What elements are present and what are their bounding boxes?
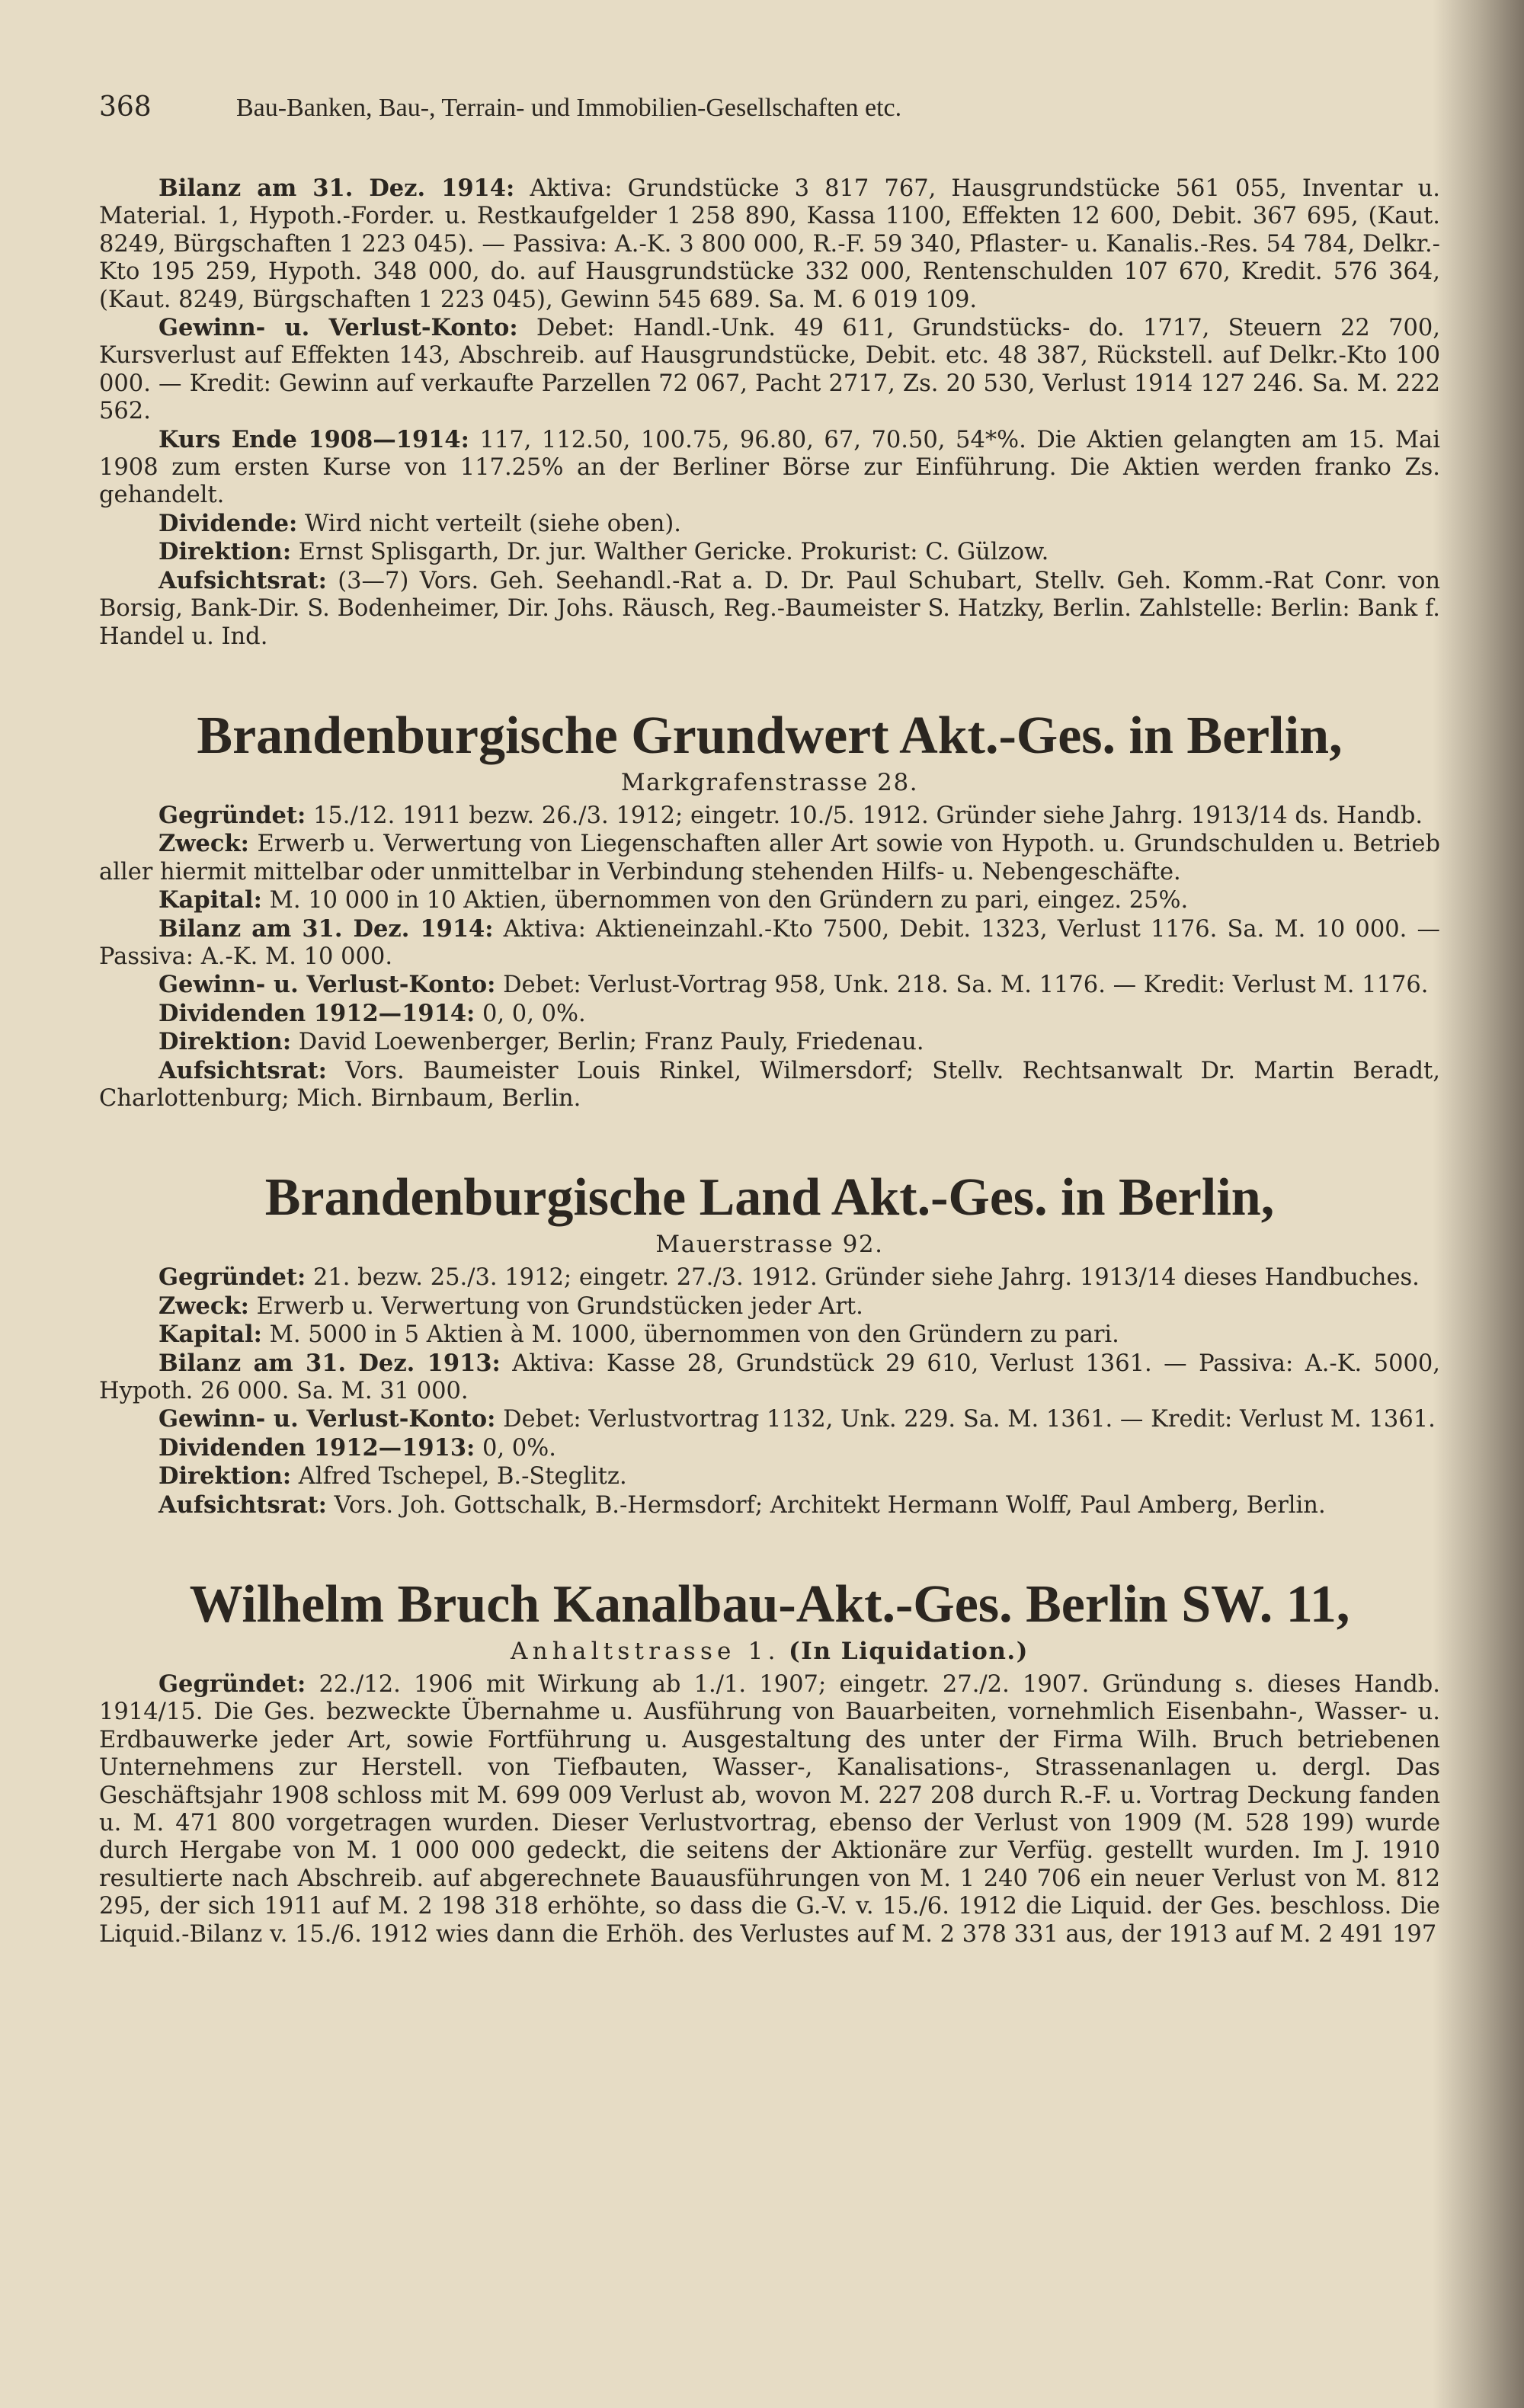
paragraph-label: Kapital: (158, 1321, 262, 1349)
paragraph-text: Debet: Handl.-Unk. 49 611, Grundstücks- do. 1717, Steuern 22 700, Kursverlust auf Effekten 143, Abschreib. auf Hausgrundstücke, Debit. etc. 48 387, Rückstell. auf Delkr.-Kto 100 000. — Kredit: Gewinn auf verkaufte Parzellen 72 067, Pacht 2717, Zs. 20 530, Verlust 1914 127 246. Sa. M. 222 562. (99, 315, 1440, 425)
paragraph-text: 21. bezw. 25./3. 1912; eingetr. 27./3. 1912. Gründer siehe Jahrg. 1913/14 dieses Handbuches. (306, 1264, 1420, 1292)
paragraph-label: Aufsichtsrat: (158, 1056, 327, 1084)
entry-paragraph (99, 1028, 1440, 1056)
paragraph-label: Direktion: (158, 538, 292, 566)
paragraph-text: Alfred Tschepel, B.-Steglitz. (291, 1463, 627, 1491)
paragraph-label: Aufsichtsrat: (158, 1491, 327, 1519)
entry-paragraph (99, 538, 1440, 566)
paragraph-text: M. 5000 in 5 Aktien à M. 1000, übernommen von den Gründern zu pari. (261, 1321, 1119, 1349)
paragraph-label: Zweck: (158, 1292, 249, 1320)
company-address-line (99, 1637, 1440, 1666)
paragraph-label: Kurs Ende 1908—1914: (158, 425, 469, 453)
paragraph-text: M. 10 000 in 10 Aktien, übernommen von den Gründern zu pari, eingez. 25%. (261, 887, 1189, 914)
entry-paragraph (99, 1491, 1440, 1519)
paragraph-label: Dividenden 1912—1914: (158, 999, 475, 1027)
paragraph-text: Debet: Verlustvortrag 1132, Unk. 229. Sa. M. 1361. — Kredit: Verlust M. 1361. (495, 1406, 1436, 1433)
entry-paragraph (99, 1321, 1440, 1349)
entry-paragraph (99, 567, 1440, 651)
paragraph-label: Gegründet: (158, 1263, 306, 1292)
running-title: Bau-Banken, Bau-, Terrain- und Immobilien-Gesellschaften etc. (236, 94, 902, 122)
paragraph-label: Direktion: (158, 1462, 292, 1491)
entry-paragraph (99, 1292, 1440, 1321)
paragraph-label: Zweck: (158, 830, 249, 858)
previous-entry (99, 175, 1440, 651)
running-header (99, 91, 1440, 123)
company-address: Mauerstrasse 92. (655, 1231, 884, 1259)
paragraph-text: Vors. Joh. Gottschalk, B.-Hermsdorf; Architekt Hermann Wolff, Paul Amberg, Berlin. (326, 1491, 1326, 1519)
paragraph-text: Ernst Splisgarth, Dr. jur. Walther Gericke. Prokurist: C. Gülzow. (291, 539, 1049, 566)
paragraph-label: Gewinn- u. Verlust-Konto: (158, 1405, 496, 1433)
entry-paragraph (99, 1670, 1440, 1948)
paragraph-text: Debet: Verlust-Vortrag 958, Unk. 218. Sa. M. 1176. — Kredit: Verlust M. 1176. (495, 972, 1429, 999)
entry-paragraph (99, 1462, 1440, 1491)
paragraph-text: David Loewenberger, Berlin; Franz Pauly, Friedenau. (291, 1029, 924, 1056)
company-name: Brandenburgische Grundwert Akt.-Ges. in Berlin, (197, 706, 1343, 765)
paragraph-label: Aufsichtsrat: (158, 566, 327, 594)
entry-paragraph (99, 1350, 1440, 1406)
paragraph-label: Bilanz am 31. Dez. 1914: (158, 175, 515, 202)
company-entry-wilhelm-bruch (99, 1573, 1440, 1948)
paragraph-text: Erwerb u. Verwertung von Grundstücken jeder Art. (248, 1292, 863, 1320)
paragraph-label: Direktion: (158, 1028, 292, 1056)
entry-paragraph (99, 175, 1440, 314)
company-name: Brandenburgische Land Akt.-Ges. in Berlin, (264, 1168, 1275, 1228)
entry-paragraph (99, 1434, 1440, 1462)
paragraph-label: Bilanz am 31. Dez. 1914: (158, 914, 494, 943)
entry-paragraph (99, 1000, 1440, 1028)
entry-paragraph (99, 971, 1440, 999)
paragraph-text: (3—7) Vors. Geh. Seehandl.-Rat a. D. Dr. Paul Schubart, Stellv. Geh. Komm.-Rat Conr. von Borsig, Bank-Dir. S. Bodenheimer, Dir. Johs. Räusch, Reg.-Baumeister S. Hatzky, Berlin. Zahlstelle: Berlin: Bank f. Handel u. Ind. (99, 567, 1440, 650)
entry-paragraph (99, 510, 1440, 538)
paragraph-text: Erwerb u. Verwertung von Liegenschaften aller Art sowie von Hypoth. u. Grundschulden u. Betrieb aller hiermit mittelbar oder unmittelbar in Verbindung stehenden Hilfs- u. Nebengeschäfte. (99, 831, 1440, 885)
entry-paragraph (99, 1057, 1440, 1113)
paragraph-text: 22./12. 1906 mit Wirkung ab 1./1. 1907; eingetr. 27./2. 1907. Gründung s. dieses Handb. 1914/15. Die Ges. bezweckte Übernahme u. Ausführung von Bauarbeiten, vornehmlich Eisenbahn-, Wasser- u. Erdbauwerke jeder Art, sowie Fortführung u. Ausgestaltung des unter der Firma Wilh. Bruch betriebenen Unternehmens zur Herstell. von Tiefbauten, Wasser-, Kanalisations-, Strassenanlagen u. dergl. Das Geschäftsjahr 1908 schloss mit M. 699 009 Verlust ab, wovon M. 227 208 durch R.-F. u. Vortrag Deckung fanden u. M. 471 800 vorgetragen wurden. Dieser Verlustvortrag, ebenso der Verlust von 1909 (M. 528 199) wurde durch Hergabe von M. 1 000 000 gedeckt, die seitens der Aktionäre zur Verfüg. gestellt wurden. Im J. 1910 resultierte nach Abschreib. auf abgerechnete Bauausführungen von M. 1 240 706 ein neuer Verlust von M. 812 295, der sich 1911 auf M. 2 198 318 erhöhte, so dass die G.-V. v. 15./6. 1912 die Liquid. der Ges. beschloss. Die Liquid.-Bilanz v. 15./6. 1912 wies dann die Erhöh. des Verlustes auf M. 2 378 331 aus, der 1913 auf M. 2 491 197 (99, 1671, 1440, 1948)
paragraph-label: Gewinn- u. Verlust-Konto: (158, 971, 496, 999)
paragraph-label: Bilanz am 31. Dez. 1913: (158, 1349, 501, 1377)
paragraph-text: Aktiva: Kasse 28, Grundstück 29 610, Verlust 1361. — Passiva: A.-K. 5000, Hypoth. 26 000. Sa. M. 31 000. (99, 1350, 1440, 1404)
paragraph-label: Dividenden 1912—1913: (158, 1433, 475, 1462)
company-entry-brandenburgische-land (99, 1166, 1440, 1519)
paragraph-text: Aktiva: Aktieneinzahl.-Kto 7500, Debit. 1323, Verlust 1176. Sa. M. 10 000. — Passiva: A.-K. M. 10 000. (99, 915, 1440, 970)
paragraph-text: 117, 112.50, 100.75, 96.80, 67, 70.50, 54*%. Die Aktien gelangten am 15. Mai 1908 zum ersten Kurse von 117.25% an der Berliner Börse zur Einführung. Die Aktien werden franko Zs. gehandelt. (99, 426, 1440, 509)
company-address: Markgrafenstrasse 28. (620, 768, 919, 796)
entry-paragraph (99, 1405, 1440, 1433)
paragraph-text: 0, 0, 0%. (475, 1000, 586, 1027)
company-address: Anhaltstrasse 1. (511, 1638, 780, 1666)
paragraph-text: Aktiva: Grundstücke 3 817 767, Hausgrundstücke 561 055, Inventar u. Material. 1, Hypoth.-Forder. u. Restkaufgelder 1 258 890, Kassa 1100, Effekten 12 600, Debit. 367 695, (Kaut. 8249, Bürgschaften 1 223 045). — Passiva: A.-K. 3 800 000, R.-F. 59 340, Pflaster- u. Kanalis.-Res. 54 784, Delkr.-Kto 195 259, Hypoth. 348 000, do. auf Hausgrundstücke 332 000, Rentenschulden 107 670, Kredit. 576 364, (Kaut. 8249, Bürgschaften 1 223 045), Gewinn 545 689. Sa. M. 6 019 109. (99, 175, 1440, 313)
paragraph-text: Wird nicht verteilt (siehe oben). (297, 510, 681, 537)
paragraph-label: Gegründet: (158, 1670, 306, 1699)
paragraph-label: Dividende: (158, 509, 298, 537)
company-entry-brandenburgische-grundwert (99, 704, 1440, 1113)
company-name: Wilhelm Bruch Kanalbau-Akt.-Ges. Berlin SW. 11, (189, 1575, 1350, 1635)
entry-paragraph (99, 886, 1440, 914)
entry-paragraph (99, 915, 1440, 972)
entry-paragraph (99, 426, 1440, 510)
paragraph-text: 0, 0%. (475, 1434, 556, 1462)
liquidation-note: (In Liquidation.) (789, 1638, 1029, 1666)
entry-paragraph (99, 830, 1440, 886)
paragraph-label: Kapital: (158, 886, 262, 914)
entry-paragraph (99, 314, 1440, 426)
entry-paragraph (99, 1263, 1440, 1292)
paragraph-text: Vors. Baumeister Louis Rinkel, Wilmersdorf; Stellv. Rechtsanwalt Dr. Martin Beradt, Charlottenburg; Mich. Birnbaum, Berlin. (99, 1057, 1440, 1112)
entry-paragraph (99, 802, 1440, 830)
page-number: 368 (99, 91, 152, 123)
paragraph-label: Gegründet: (158, 801, 306, 829)
paragraph-text: 15./12. 1911 bezw. 26./3. 1912; eingetr. 10./5. 1912. Gründer siehe Jahrg. 1913/14 ds. Handb. (306, 802, 1423, 829)
paragraph-label: Gewinn- u. Verlust-Konto: (158, 314, 518, 342)
